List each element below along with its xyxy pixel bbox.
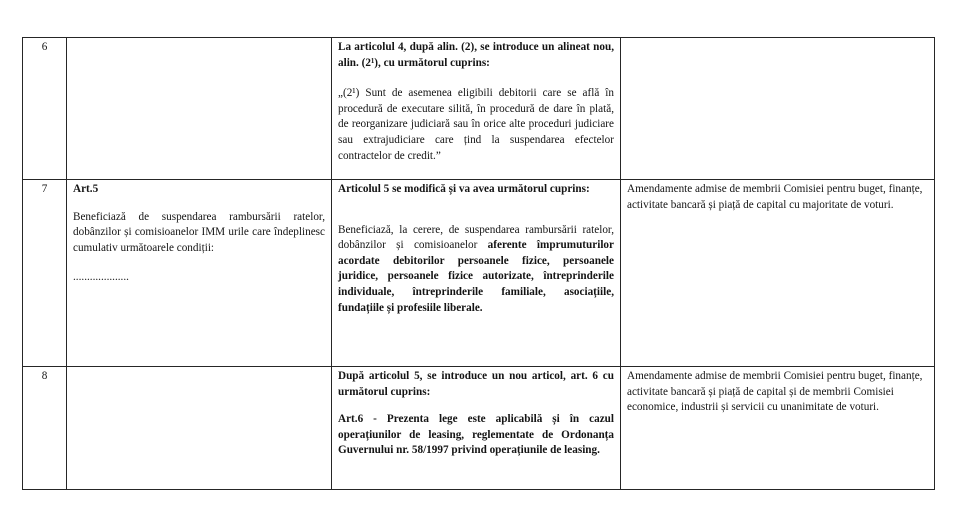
ellipsis-dots: .................... bbox=[73, 271, 129, 284]
amendment-body: „(2¹) Sunt de asemenea eligibili debitorii care se află în procedură de executare silită, în procedură de dare în plată, de reorganizare judiciară sau în orice alte proceduri judiciare sau extrajudiciare care țind la suspendarea efectelor contractelor de credit.” bbox=[338, 87, 614, 162]
row-number: 8 bbox=[23, 367, 67, 490]
amendment-text-cell bbox=[332, 180, 621, 367]
amendment-text-cell bbox=[332, 367, 621, 490]
table-row-8 bbox=[23, 367, 935, 490]
article-title: Art.5 bbox=[73, 183, 99, 195]
article-text: Beneficiază de suspendarea rambursării ratelor, dobânzilor și comisioanelor IMM urile care îndeplinesc cumulativ următoarele condiții: bbox=[73, 210, 325, 254]
amendment-heading: După articolul 5, se introduce un nou articol, art. 6 cu următorul cuprins: bbox=[338, 370, 614, 398]
table-row-7 bbox=[23, 180, 935, 367]
original-text-cell bbox=[67, 38, 332, 180]
table-row-6 bbox=[23, 38, 935, 180]
original-text-cell bbox=[67, 180, 332, 367]
amendment-heading: La articolul 4, după alin. (2), se introduce un alineat nou, alin. (2¹), cu următorul cuprins: bbox=[338, 41, 614, 69]
motivation-cell: Amendamente admise de membrii Comisiei pentru buget, finanțe, activitate bancară și piață de capital și de membrii Comisiei economice, industrii și servicii cu unanimitate de voturi. bbox=[621, 367, 935, 490]
amendments-table bbox=[22, 37, 935, 490]
motivation-cell: Amendamente admise de membrii Comisiei pentru buget, finanțe, activitate bancară și piață de capital cu majoritate de voturi. bbox=[621, 180, 935, 367]
amendment-text-cell bbox=[332, 38, 621, 180]
amendment-body bbox=[338, 223, 614, 317]
motivation-cell bbox=[621, 38, 935, 180]
amendment-body: Art.6 - Prezenta lege este aplicabilă și în cazul operațiunilor de leasing, reglementate de Ordonanța Guvernului nr. 58/1997 privind operațiunile de leasing. bbox=[338, 413, 614, 457]
amendment-heading: Articolul 5 se modifică și va avea următorul cuprins: bbox=[338, 183, 590, 195]
row-number: 6 bbox=[23, 38, 67, 180]
original-text-cell bbox=[67, 367, 332, 490]
row-number: 7 bbox=[23, 180, 67, 367]
amendment-body-bold: aferente împrumuturilor acordate debitorilor persoanele fizice, persoanele juridice, persoanele fizice autorizate, întreprinderile individuale, întreprinderile familiale, asociațiile, fundațiile și profesiile liberale. bbox=[338, 239, 614, 314]
amendment-body-start: Beneficiază, la cerere, de suspendarea rambursării ratelor, dobânzilor și comisioanelor bbox=[338, 223, 614, 252]
